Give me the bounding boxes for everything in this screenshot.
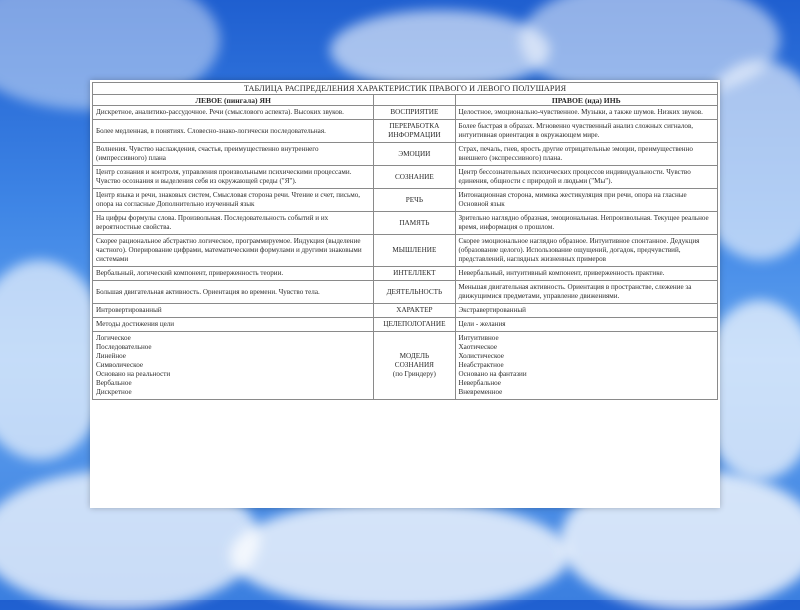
category-cell: ВОСПРИЯТИЕ [374, 106, 455, 120]
category-cell: ХАРАКТЕР [374, 304, 455, 318]
table-row [93, 281, 718, 304]
left-cell: Скорее рациональное абстрактно логическое, программируемое. Индукция (выделение частного). Оперирование цифрами, математическими формулами и другими знаковыми системами [93, 235, 374, 267]
category-cell: СОЗНАНИЕ [374, 166, 455, 189]
right-cell: Центр бессознательных психических процессов индивидуальности. Чувство единения, общности с природой и людьми ("Мы"). [455, 166, 718, 189]
model-label-line: МОДЕЛЬ [399, 352, 430, 360]
right-cell: Цели - желания [455, 318, 718, 332]
left-cell: Методы достижения цели [93, 318, 374, 332]
right-cell: Интонационная сторона, мимика жестикуляция при речи, опора на гласные Основной язык [455, 189, 718, 212]
list-item: Невербальное [458, 379, 501, 387]
table-row [93, 318, 718, 332]
middle-header [374, 95, 455, 106]
right-cell: Страх, печаль, гнев, ярость другие отрицательные эмоции, преимущественно внешнего (экспрессивного) плана. [455, 143, 718, 166]
left-cell: Волнения. Чувство наслаждения, счастья, преимущественно внутреннего (импрессивного) плана [93, 143, 374, 166]
header-row [93, 95, 718, 106]
list-item: Линейное [96, 352, 126, 360]
list-item: Основано на фантазии [458, 370, 527, 378]
table-row [93, 304, 718, 318]
right-cell: Скорее эмоциональное наглядно образное. Интуитивное спонтанное. Дедукция (образование целого). Использование ощущений, догадок, предчувствий, представлений, наглядных жизненных примеров [455, 235, 718, 267]
right-hemisphere-header: ПРАВОЕ (ида) ИНЬ [455, 95, 718, 106]
left-cell: Дискретное, аналитико-рассудочное. Речи (смыслового аспекта). Высоких звуков. [93, 106, 374, 120]
list-item: Символическое [96, 361, 144, 369]
table-row [93, 189, 718, 212]
list-item: Вневременное [458, 388, 503, 396]
list-item: Логическое [96, 334, 131, 342]
table-row [93, 106, 718, 120]
left-cell: Интровертированный [93, 304, 374, 318]
left-cell: Центр языка и речи, знаковых систем, Смысловая сторона речи. Чтение и счет, письмо, опора на согласные Дополнительно изученный язык [93, 189, 374, 212]
table-title: ТАБЛИЦА РАСПРЕДЕЛЕНИЯ ХАРАКТЕРИСТИК ПРАВОГО И ЛЕВОГО ПОЛУШАРИЯ [93, 83, 718, 95]
model-label-line: СОЗНАНИЯ [394, 361, 434, 369]
model-label-line: (по Гриндеру) [392, 370, 436, 378]
right-cell: Меньшая двигательная активность. Ориентация в пространстве, слежение за движущимися предметами, управление движениями. [455, 281, 718, 304]
model-row [93, 332, 718, 400]
table-row [93, 267, 718, 281]
table-row [93, 166, 718, 189]
list-item: Основано на реальности [96, 370, 171, 378]
right-cell: Экстравертированный [455, 304, 718, 318]
list-item: Холистическое [458, 352, 504, 360]
list-item: Последовательное [96, 343, 152, 351]
category-cell: ЦЕЛЕПОЛОГАНИЕ [374, 318, 455, 332]
right-cell: Более быстрая в образах. Мгновенно чувственный анализ сложных сигналов, интуитивная ориентация в окружающем мире. [455, 120, 718, 143]
left-cell: Центр сознания и контроля, управления произвольными психическими процессами. Чувство осознания и выделения себя из окружающей среды ("Я"). [93, 166, 374, 189]
list-item: Интуитивное [458, 334, 499, 342]
left-cell: Вербальный, логический компонент, приверженность теории. [93, 267, 374, 281]
model-right-list [455, 332, 718, 400]
left-cell: На цифры формулы слова. Произвольная. Последовательность событий и их вероятностные свойства. [93, 212, 374, 235]
category-cell: МЫШЛЕНИЕ [374, 235, 455, 267]
table-row [93, 212, 718, 235]
table-row [93, 143, 718, 166]
category-cell: ИНТЕЛЛЕКТ [374, 267, 455, 281]
model-category-cell [374, 332, 455, 400]
category-cell: РЕЧЬ [374, 189, 455, 212]
category-cell: ДЕЯТЕЛЬНОСТЬ [374, 281, 455, 304]
left-cell: Большая двигательная активность. Ориентация во времени. Чувство тела. [93, 281, 374, 304]
right-cell: Целостное, эмоционально-чувственное. Музыки, а также шумов. Низких звуков. [455, 106, 718, 120]
category-cell: ПАМЯТЬ [374, 212, 455, 235]
table-row [93, 235, 718, 267]
left-cell: Более медленная, в понятиях. Словесно-знако-логически последовательная. [93, 120, 374, 143]
right-cell: Зрительно наглядно образная, эмоциональная. Непроизвольная. Текущее реальное время, информация о прошлом. [455, 212, 718, 235]
left-hemisphere-header: ЛЕВОЕ (пингала) ЯН [93, 95, 374, 106]
list-item: Неабстрактное [458, 361, 504, 369]
list-item: Хаотическое [458, 343, 498, 351]
title-row [93, 83, 718, 95]
hemisphere-table [92, 82, 718, 400]
list-item: Дискретное [96, 388, 132, 396]
right-cell: Невербальный, интуитивный компонент, приверженность практике. [455, 267, 718, 281]
list-item: Вербальное [96, 379, 132, 387]
category-cell: ПЕРЕРАБОТКА ИНФОРМАЦИИ [374, 120, 455, 143]
hemisphere-table-sheet [90, 80, 720, 508]
table-row [93, 120, 718, 143]
category-cell: ЭМОЦИИ [374, 143, 455, 166]
model-left-list [93, 332, 374, 400]
